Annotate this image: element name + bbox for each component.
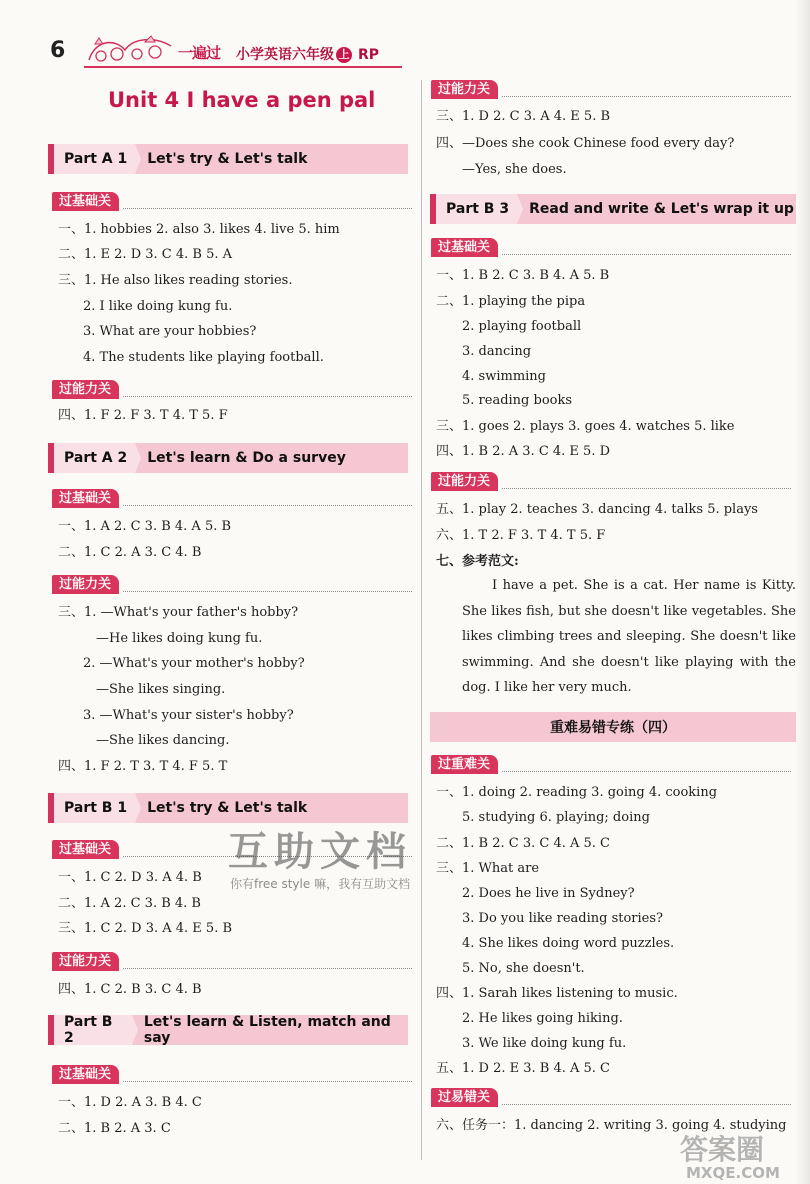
answer-line: 3. Do you like reading stories?: [462, 911, 664, 926]
answer-line: 四、1. F 2. T 3. T 4. F 5. T: [58, 759, 228, 774]
answer-line: 2. playing football: [462, 319, 582, 334]
answer-line: 三、1. C 2. D 3. A 4. E 5. B: [58, 921, 233, 936]
section-label: 过能力关: [52, 380, 119, 399]
section-label: 过基础关: [52, 1065, 119, 1084]
column-divider: [421, 80, 422, 1160]
answer-line: 四、1. B 2. A 3. C 4. E 5. D: [436, 444, 611, 459]
unit-title: Unit 4 I have a pen pal: [108, 88, 376, 112]
part-tag: Part B 1: [48, 793, 135, 823]
key-difficulty-bar: [430, 712, 796, 742]
answer-line: 二、1. playing the pipa: [436, 294, 586, 309]
answer-line: —He likes doing kung fu.: [96, 631, 263, 646]
section-basic: [52, 1065, 412, 1084]
part-name: Let's try & Let's talk: [147, 800, 308, 816]
section-label: 过能力关: [431, 80, 498, 99]
part-tag: Part B 3: [430, 194, 517, 224]
part-name: Let's learn & Do a survey: [147, 450, 346, 466]
section-basic: [431, 238, 791, 257]
part-name: Read and write & Let's wrap it up: [529, 201, 794, 217]
answer-line: 一、1. C 2. D 3. A 4. B: [58, 870, 202, 885]
answer-line: 3. —What's your sister's hobby?: [83, 708, 294, 723]
answer-line: 二、1. C 2. A 3. C 4. B: [58, 545, 202, 560]
answer-line: 2. I like doing kung fu.: [83, 299, 233, 314]
answer-line: 一、1. D 2. A 3. B 4. C: [58, 1095, 202, 1110]
answer-line: 三、1. goes 2. plays 3. goes 4. watches 5. like: [436, 419, 735, 434]
part-tag: Part A 2: [48, 443, 135, 473]
section-key: [431, 755, 791, 774]
answer-line: 一、1. doing 2. reading 3. going 4. cooking: [436, 785, 718, 800]
part-b2-bar: [48, 1015, 408, 1045]
part-name: Let's try & Let's talk: [147, 151, 308, 167]
answer-line: 2. —What's your mother's hobby?: [83, 656, 305, 671]
answer-line: 三、1. What are: [436, 861, 540, 876]
section-basic: [52, 489, 412, 508]
answer-line: 一、1. hobbies 2. also 3. likes 4. live 5. him: [58, 222, 340, 237]
answer-line: 六、1. T 2. F 3. T 4. T 5. F: [436, 528, 606, 543]
key-difficulty-title: 重难易错专练（四）: [550, 720, 676, 736]
section-label: 过基础关: [52, 840, 119, 859]
part-tag: Part B 2: [48, 1015, 132, 1045]
answer-line: 二、1. E 2. D 3. C 4. B 5. A: [58, 247, 233, 262]
answer-line: 4. She likes doing word puzzles.: [462, 936, 675, 951]
section-label: 过能力关: [52, 575, 119, 594]
section-ability: [431, 472, 791, 491]
corner-watermark-title: 答案圈: [680, 1133, 765, 1166]
answer-line: 五、1. play 2. teaches 3. dancing 4. talks 5. plays: [436, 502, 758, 517]
section-ability: [52, 380, 412, 399]
sample-essay: I have a pet. She is a cat. Her name is Kitty. She likes fish, but she doesn't like vegetables. She likes climbing trees and sleeping. She doesn't like swimming. And she doesn't like playing with the dog. I like her very much.: [462, 578, 796, 695]
answer-line: 四、1. F 2. F 3. T 4. T 5. F: [58, 408, 228, 423]
book-title: [236, 44, 379, 64]
header-rule: [84, 66, 402, 68]
answer-line: —She likes singing.: [96, 682, 226, 697]
answer-line: 2. He likes going hiking.: [462, 1011, 623, 1026]
answer-line: 三、1. D 2. C 3. A 4. E 5. B: [436, 109, 611, 124]
answer-line: 3. dancing: [462, 344, 532, 359]
answer-line: 一、1. B 2. C 3. B 4. A 5. B: [436, 268, 610, 283]
answer-line: 3. We like doing kung fu.: [462, 1036, 627, 1051]
answer-line: 4. swimming: [462, 369, 546, 384]
section-basic: [52, 192, 412, 211]
section-ability: [431, 80, 791, 99]
book-title-text: 小学英语六年级: [236, 47, 334, 63]
section-ability: [52, 952, 412, 971]
section-label: 过基础关: [431, 238, 498, 257]
section-label: 过能力关: [52, 952, 119, 971]
part-b1-bar: [48, 793, 408, 823]
answer-line: 四、—Does she cook Chinese food every day?: [436, 136, 735, 151]
edition-label: RP: [358, 47, 380, 63]
section-label: 过基础关: [52, 192, 119, 211]
part-tag: Part A 1: [48, 144, 135, 174]
part-b3-bar: [430, 194, 796, 224]
part-name: Let's learn & Listen, match and say: [143, 1014, 391, 1046]
watermark-text: 互助文档: [228, 829, 412, 875]
part-a2-bar: [48, 443, 408, 473]
part-a1-bar: [48, 144, 408, 174]
page-header: [0, 0, 810, 80]
answer-line: 5. No, she doesn't.: [462, 961, 585, 976]
answer-line: 三、1. —What's your father's hobby?: [58, 605, 299, 620]
brand-name: 一遍过: [178, 44, 221, 62]
answer-line: 2. Does he live in Sydney?: [462, 886, 635, 901]
answer-line: 四、1. Sarah likes listening to music.: [436, 986, 678, 1001]
page-edge-shadow: [796, 0, 810, 1184]
section-label: 过易错关: [431, 1088, 498, 1107]
section-label: 过重难关: [431, 755, 498, 774]
section-label: 过基础关: [52, 489, 119, 508]
doodle-logo-icon: [85, 32, 177, 68]
answer-line: 五、1. D 2. E 3. B 4. A 5. C: [436, 1061, 611, 1076]
answer-line: 六、任务一：1. dancing 2. writing 3. going 4. studying: [436, 1118, 787, 1133]
answer-line: 二、1. A 2. C 3. B 4. B: [58, 896, 201, 911]
watermark-subtext: 你有free style 嘛，我有互助文档: [230, 877, 411, 891]
answer-line: 二、1. B 2. C 3. C 4. A 5. C: [436, 836, 610, 851]
answer-line: 5. reading books: [462, 393, 573, 408]
answer-line: 四、1. C 2. B 3. C 4. B: [58, 982, 202, 997]
answer-line: 三、1. He also likes reading stories.: [58, 273, 293, 288]
page-number: 6: [50, 38, 66, 63]
answer-line: 一、1. A 2. C 3. B 4. A 5. B: [58, 519, 232, 534]
answer-line: 二、1. B 2. A 3. C: [58, 1121, 171, 1136]
volume-badge: 上: [336, 47, 352, 63]
corner-watermark-url: MXQE.COM: [686, 1164, 780, 1182]
answer-line: 七、参考范文:: [436, 554, 519, 569]
answer-line: 5. studying 6. playing; doing: [462, 810, 650, 825]
section-error: [431, 1088, 791, 1107]
section-label: 过能力关: [431, 472, 498, 491]
answer-line: 3. What are your hobbies?: [83, 324, 257, 339]
corner-watermark: [680, 1128, 780, 1182]
section-ability: [52, 575, 412, 594]
answer-line: —She likes dancing.: [96, 733, 230, 748]
answer-line: 4. The students like playing football.: [83, 350, 324, 365]
answer-line: —Yes, she does.: [462, 162, 567, 177]
